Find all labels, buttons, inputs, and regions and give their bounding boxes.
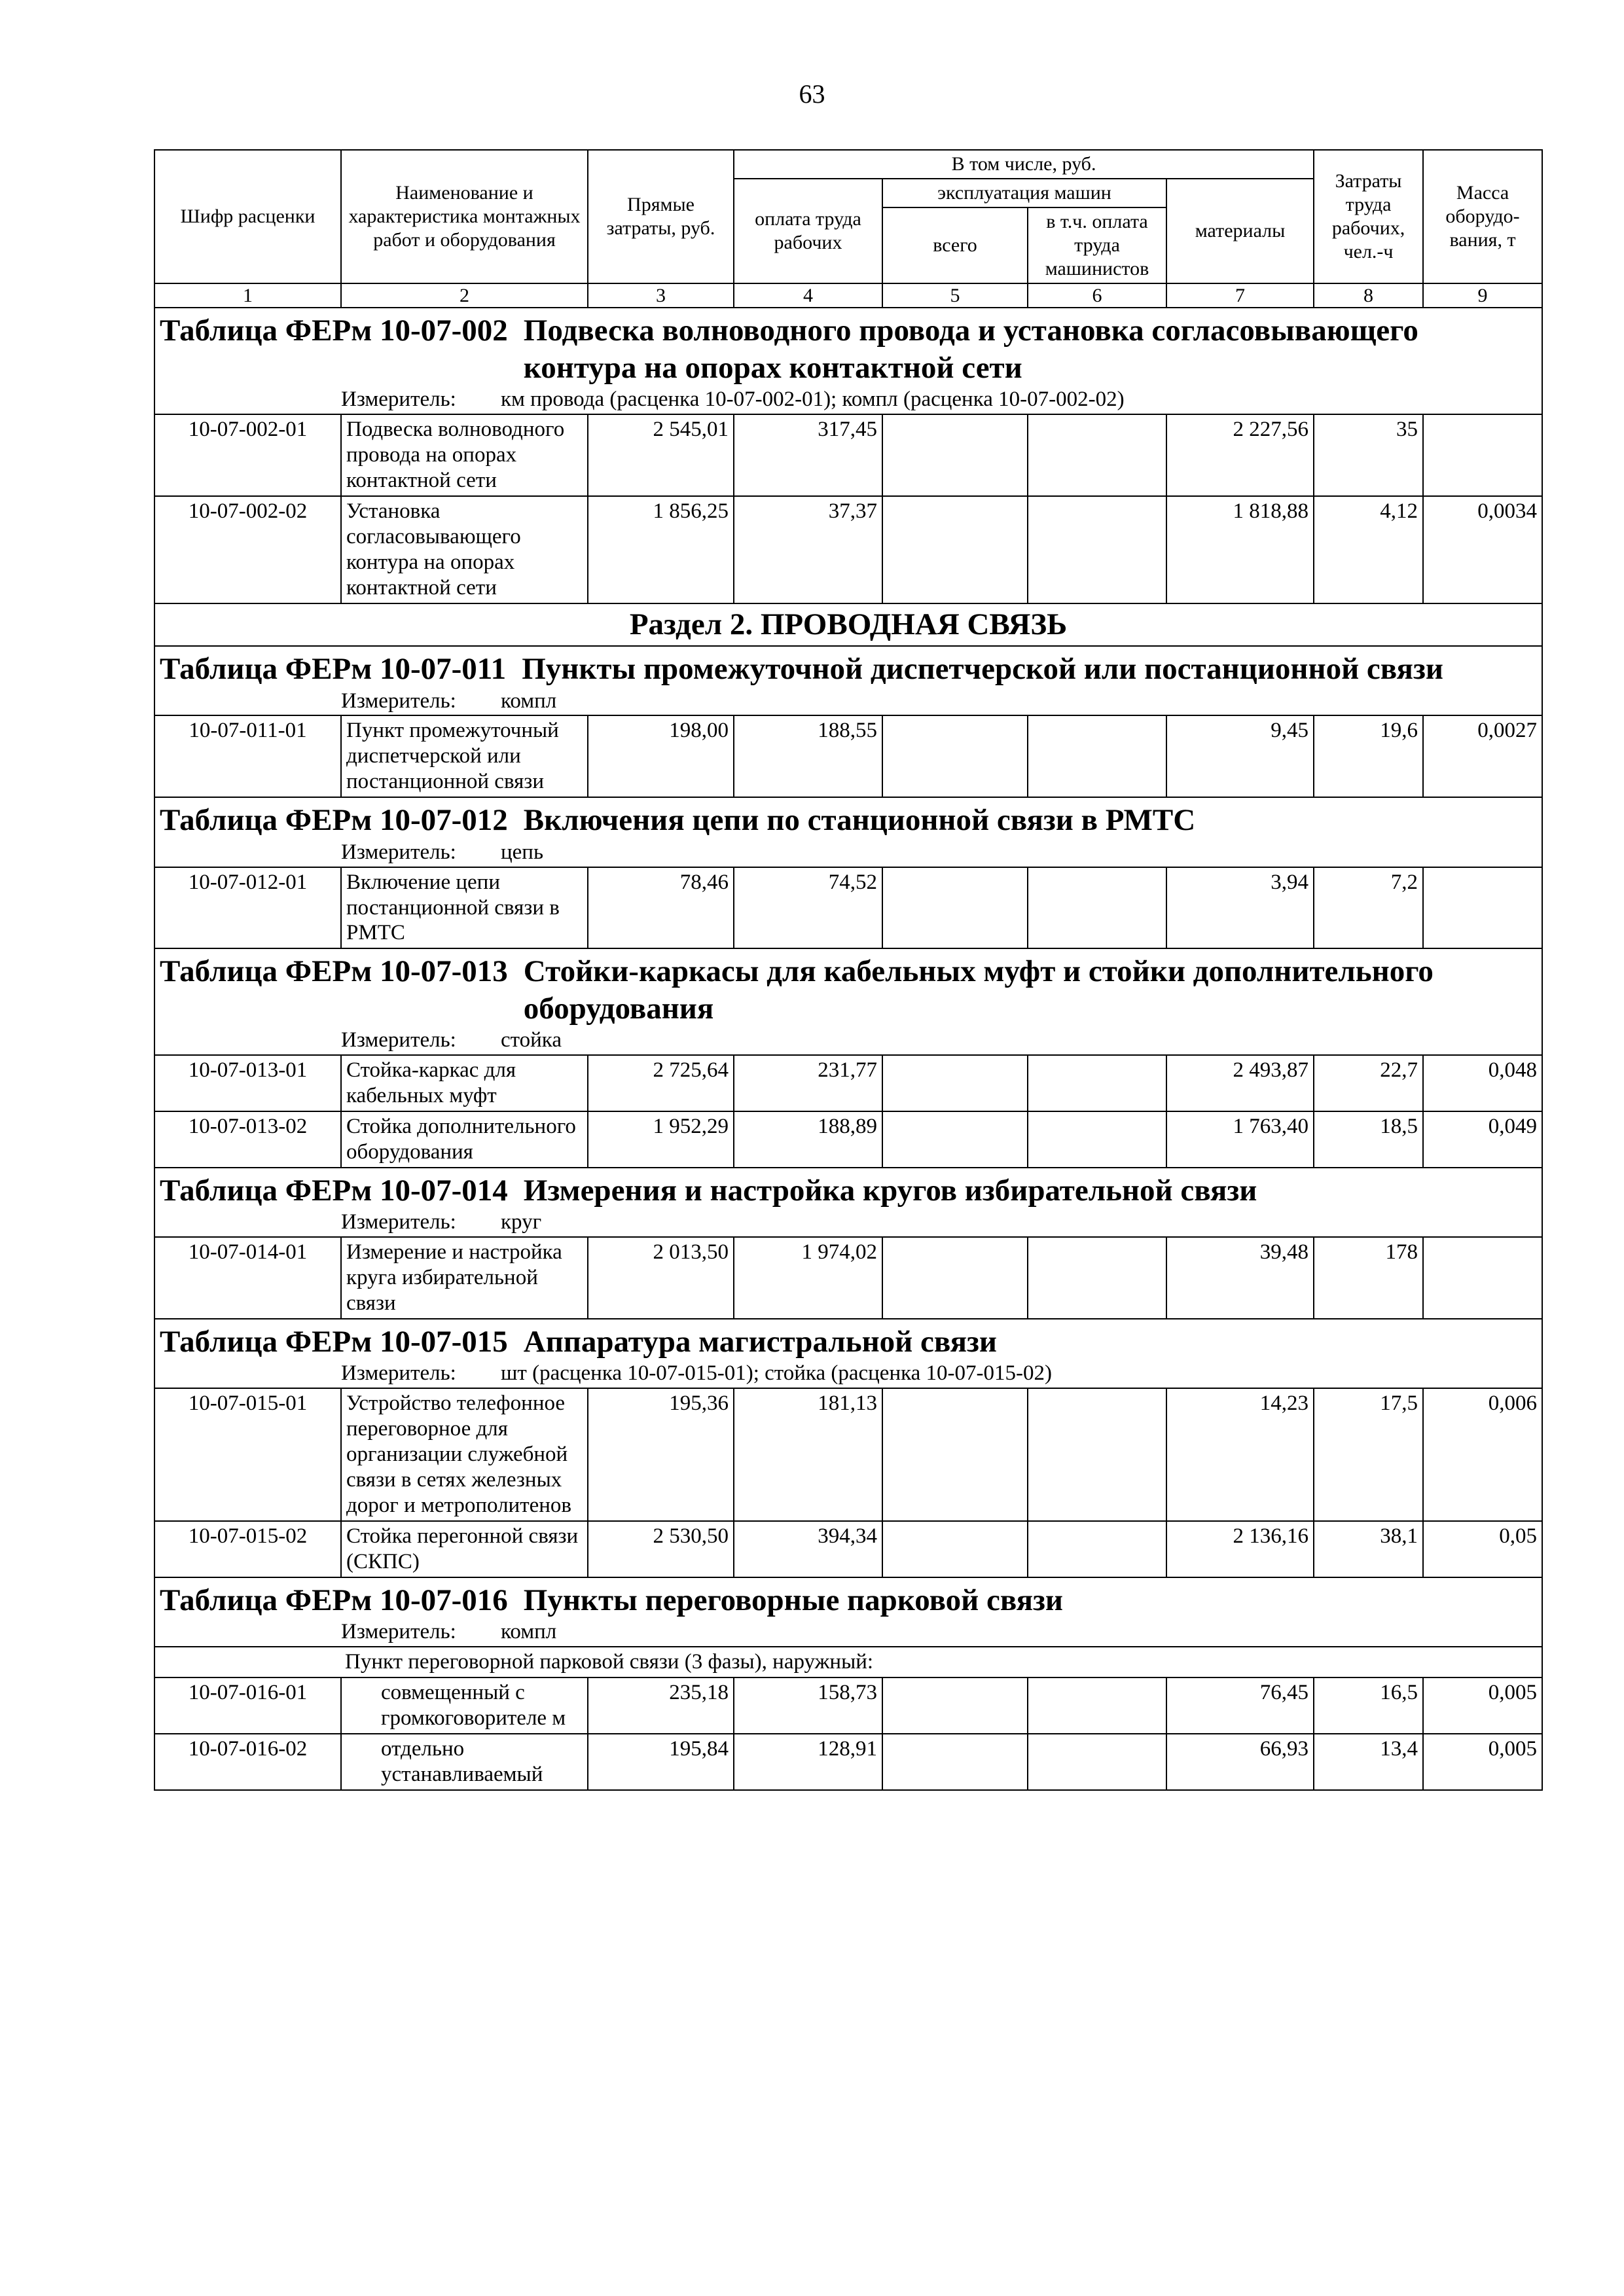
table-row (154, 715, 1542, 797)
table-title-row (154, 797, 1542, 867)
table-number: Таблица ФЕРм 10-07-013 (160, 954, 508, 989)
header-mass: Масса оборудо-вания, т (1423, 150, 1542, 283)
measure-line (160, 1028, 1537, 1053)
table-number: Таблица ФЕРм 10-07-011 (160, 652, 507, 687)
measure-unit: компл (501, 689, 557, 713)
work-name: совмещенный с громкоговорителе м (341, 1677, 588, 1734)
direct-costs: 195,36 (588, 1388, 734, 1521)
table-row (154, 414, 1542, 496)
materials: 76,45 (1166, 1677, 1314, 1734)
wages: 231,77 (734, 1055, 882, 1111)
subheader: Пункт переговорной парковой связи (3 фазы), наружный: (154, 1647, 1542, 1677)
labor-hours: 16,5 (1314, 1677, 1423, 1734)
work-name: Стойка-каркас для кабельных муфт (341, 1055, 588, 1111)
wages: 74,52 (734, 867, 882, 949)
wages: 188,55 (734, 715, 882, 797)
table-title-row (154, 948, 1542, 1055)
measure-line (160, 1361, 1537, 1386)
table-name: Измерения и настройка кругов избирательной связи (523, 1173, 1257, 1208)
table-title-row (154, 1577, 1542, 1647)
labor-hours: 35 (1314, 414, 1423, 496)
col-number: 8 (1314, 283, 1423, 308)
header-direct-costs: Прямые затраты, руб. (588, 150, 734, 283)
measure-label: Измеритель: (341, 1620, 456, 1644)
table-number: Таблица ФЕРм 10-07-016 (160, 1583, 508, 1617)
subheader-row (154, 1647, 1542, 1677)
header-name: Наименование и характеристика монтажных работ и оборудования (341, 150, 588, 283)
equipment-mass (1423, 1237, 1542, 1319)
col-number: 5 (882, 283, 1028, 308)
machines-total (882, 867, 1028, 949)
work-name: Установка согласовывающего контура на опорах контактной сети (341, 496, 588, 603)
measure-unit: стойка (501, 1028, 562, 1052)
header-machines-total: всего (882, 207, 1028, 283)
labor-hours: 4,12 (1314, 496, 1423, 603)
table-row (154, 1521, 1542, 1577)
rate-code: 10-07-002-01 (154, 414, 341, 496)
machines-total (882, 496, 1028, 603)
rate-code: 10-07-016-01 (154, 1677, 341, 1734)
table-number: Таблица ФЕРм 10-07-002 (160, 314, 508, 348)
header-machines: эксплуатация машин (882, 179, 1166, 207)
table-title-row (154, 646, 1542, 715)
materials: 1 818,88 (1166, 496, 1314, 603)
header-including: В том числе, руб. (734, 150, 1314, 179)
equipment-mass: 0,006 (1423, 1388, 1542, 1521)
machines-wages (1028, 1237, 1166, 1319)
machines-total (882, 1237, 1028, 1319)
machines-total (882, 1388, 1028, 1521)
equipment-mass: 0,048 (1423, 1055, 1542, 1111)
measure-label: Измеритель: (341, 1210, 456, 1234)
machines-total (882, 1734, 1028, 1790)
measure-line (160, 840, 1537, 865)
labor-hours: 178 (1314, 1237, 1423, 1319)
col-number: 2 (341, 283, 588, 308)
table-title (160, 651, 1537, 687)
rate-code: 10-07-014-01 (154, 1237, 341, 1319)
table-name: Включения цепи по станционной связи в РМТС (523, 803, 1196, 838)
equipment-mass: 0,0034 (1423, 496, 1542, 603)
measure-line (160, 689, 1537, 714)
machines-total (882, 1521, 1028, 1577)
measure-line (160, 387, 1537, 412)
machines-wages (1028, 867, 1166, 949)
direct-costs: 1 856,25 (588, 496, 734, 603)
table-name: Пункты переговорные парковой связи (523, 1583, 1063, 1617)
table-title-cell (154, 1168, 1542, 1237)
direct-costs: 2 013,50 (588, 1237, 734, 1319)
measure-unit: компл (501, 1620, 557, 1644)
header-wages: оплата труда рабочих (734, 179, 882, 283)
labor-hours: 7,2 (1314, 867, 1423, 949)
measure-line (160, 1210, 1537, 1235)
machines-total (882, 1055, 1028, 1111)
table-row (154, 1111, 1542, 1168)
machines-total (882, 1111, 1028, 1168)
header-labor: Затраты труда рабочих, чел.-ч (1314, 150, 1423, 283)
machines-wages (1028, 1734, 1166, 1790)
direct-costs: 195,84 (588, 1734, 734, 1790)
materials: 66,93 (1166, 1734, 1314, 1790)
table-row (154, 1734, 1542, 1790)
table-row (154, 1237, 1542, 1319)
measure-label: Измеритель: (341, 689, 456, 713)
measure-unit: круг (501, 1210, 542, 1234)
table-title (160, 802, 1537, 838)
labor-hours: 19,6 (1314, 715, 1423, 797)
table-name: Аппаратура магистральной связи (523, 1325, 998, 1359)
labor-hours: 17,5 (1314, 1388, 1423, 1521)
rate-code: 10-07-013-02 (154, 1111, 341, 1168)
rate-code: 10-07-015-01 (154, 1388, 341, 1521)
machines-total (882, 715, 1028, 797)
wages: 181,13 (734, 1388, 882, 1521)
table-row (154, 1055, 1542, 1111)
header-code: Шифр расценки (154, 150, 341, 283)
measure-label: Измеритель: (341, 387, 456, 412)
direct-costs: 2 545,01 (588, 414, 734, 496)
table-name: Стойки-каркасы для кабельных муфт и стойки дополнительного оборудования (523, 954, 1434, 1026)
page-number: 63 (799, 79, 825, 109)
measure-unit: км провода (расценка 10-07-002-01); компл (расценка 10-07-002-02) (501, 387, 1125, 412)
machines-wages (1028, 1055, 1166, 1111)
machines-wages (1028, 1521, 1166, 1577)
work-name: Измерение и настройка круга избирательной связи (341, 1237, 588, 1319)
machines-wages (1028, 496, 1166, 603)
equipment-mass (1423, 414, 1542, 496)
materials: 14,23 (1166, 1388, 1314, 1521)
materials: 1 763,40 (1166, 1111, 1314, 1168)
work-name: Включение цепи постанционной связи в РМТС (341, 867, 588, 949)
measure-line (160, 1620, 1537, 1645)
direct-costs: 1 952,29 (588, 1111, 734, 1168)
equipment-mass: 0,005 (1423, 1734, 1542, 1790)
rate-code: 10-07-016-02 (154, 1734, 341, 1790)
wages: 188,89 (734, 1111, 882, 1168)
machines-wages (1028, 1677, 1166, 1734)
table-title (160, 1172, 1537, 1209)
table-row (154, 1677, 1542, 1734)
table-title (160, 1323, 1537, 1360)
direct-costs: 2 530,50 (588, 1521, 734, 1577)
rate-code: 10-07-011-01 (154, 715, 341, 797)
table-number: Таблица ФЕРм 10-07-015 (160, 1325, 508, 1359)
table-title-cell (154, 308, 1542, 414)
wages: 128,91 (734, 1734, 882, 1790)
equipment-mass: 0,049 (1423, 1111, 1542, 1168)
direct-costs: 198,00 (588, 715, 734, 797)
materials: 2 227,56 (1166, 414, 1314, 496)
table-title-row (154, 1319, 1542, 1388)
table-name: Пункты промежуточной диспетчерской или постанционной связи (522, 652, 1443, 687)
table-title-cell (154, 1577, 1542, 1647)
materials: 2 136,16 (1166, 1521, 1314, 1577)
wages: 37,37 (734, 496, 882, 603)
machines-wages (1028, 715, 1166, 797)
labor-hours: 18,5 (1314, 1111, 1423, 1168)
wages: 158,73 (734, 1677, 882, 1734)
direct-costs: 78,46 (588, 867, 734, 949)
table-name: Подвеска волноводного провода и установка согласовывающего контура на опорах контактной сети (523, 314, 1418, 385)
table-row (154, 867, 1542, 949)
materials: 2 493,87 (1166, 1055, 1314, 1111)
rate-code: 10-07-012-01 (154, 867, 341, 949)
machines-wages (1028, 1111, 1166, 1168)
equipment-mass: 0,05 (1423, 1521, 1542, 1577)
labor-hours: 22,7 (1314, 1055, 1423, 1111)
table-title-cell (154, 797, 1542, 867)
col-number: 4 (734, 283, 882, 308)
measure-label: Измеритель: (341, 840, 456, 864)
header-materials: материалы (1166, 179, 1314, 283)
col-number: 9 (1423, 283, 1542, 308)
table-number: Таблица ФЕРм 10-07-014 (160, 1173, 508, 1208)
measure-label: Измеритель: (341, 1361, 456, 1386)
table-row (154, 1388, 1542, 1521)
measure-unit: шт (расценка 10-07-015-01); стойка (расценка 10-07-015-02) (501, 1361, 1052, 1386)
section-row (154, 603, 1542, 646)
table-title (160, 1582, 1537, 1619)
wages: 394,34 (734, 1521, 882, 1577)
table-title-cell (154, 1319, 1542, 1388)
direct-costs: 2 725,64 (588, 1055, 734, 1111)
rates-table (154, 149, 1543, 1791)
machines-total (882, 414, 1028, 496)
materials: 3,94 (1166, 867, 1314, 949)
table-title-row (154, 1168, 1542, 1237)
equipment-mass: 0,005 (1423, 1677, 1542, 1734)
work-name: Устройство телефонное переговорное для организации служебной связи в сетях железных дорог и метрополитенов (341, 1388, 588, 1521)
table-title-cell (154, 646, 1542, 715)
rate-code: 10-07-013-01 (154, 1055, 341, 1111)
machines-wages (1028, 414, 1166, 496)
table-title-row (154, 308, 1542, 414)
work-name: Стойка дополнительного оборудования (341, 1111, 588, 1168)
machines-wages (1028, 1388, 1166, 1521)
table-row (154, 496, 1542, 603)
measure-label: Измеритель: (341, 1028, 456, 1052)
direct-costs: 235,18 (588, 1677, 734, 1734)
materials: 39,48 (1166, 1237, 1314, 1319)
work-name: Стойка перегонной связи (СКПС) (341, 1521, 588, 1577)
table-title (160, 312, 1537, 386)
labor-hours: 13,4 (1314, 1734, 1423, 1790)
equipment-mass: 0,0027 (1423, 715, 1542, 797)
work-name: Пункт промежуточный диспетчерской или постанционной связи (341, 715, 588, 797)
equipment-mass (1423, 867, 1542, 949)
col-number: 3 (588, 283, 734, 308)
header-machines-wages: в т.ч. оплата труда машинистов (1028, 207, 1166, 283)
rate-code: 10-07-002-02 (154, 496, 341, 603)
wages: 317,45 (734, 414, 882, 496)
table-title-cell (154, 948, 1542, 1055)
machines-total (882, 1677, 1028, 1734)
col-number: 6 (1028, 283, 1166, 308)
section-title: Раздел 2. ПРОВОДНАЯ СВЯЗЬ (154, 603, 1542, 646)
col-number: 1 (154, 283, 341, 308)
rate-code: 10-07-015-02 (154, 1521, 341, 1577)
col-number: 7 (1166, 283, 1314, 308)
table-title (160, 953, 1537, 1027)
wages: 1 974,02 (734, 1237, 882, 1319)
measure-unit: цепь (501, 840, 544, 864)
table-number: Таблица ФЕРм 10-07-012 (160, 803, 508, 838)
labor-hours: 38,1 (1314, 1521, 1423, 1577)
materials: 9,45 (1166, 715, 1314, 797)
work-name: отдельно устанавливаемый (341, 1734, 588, 1790)
work-name: Подвеска волноводного провода на опорах контактной сети (341, 414, 588, 496)
